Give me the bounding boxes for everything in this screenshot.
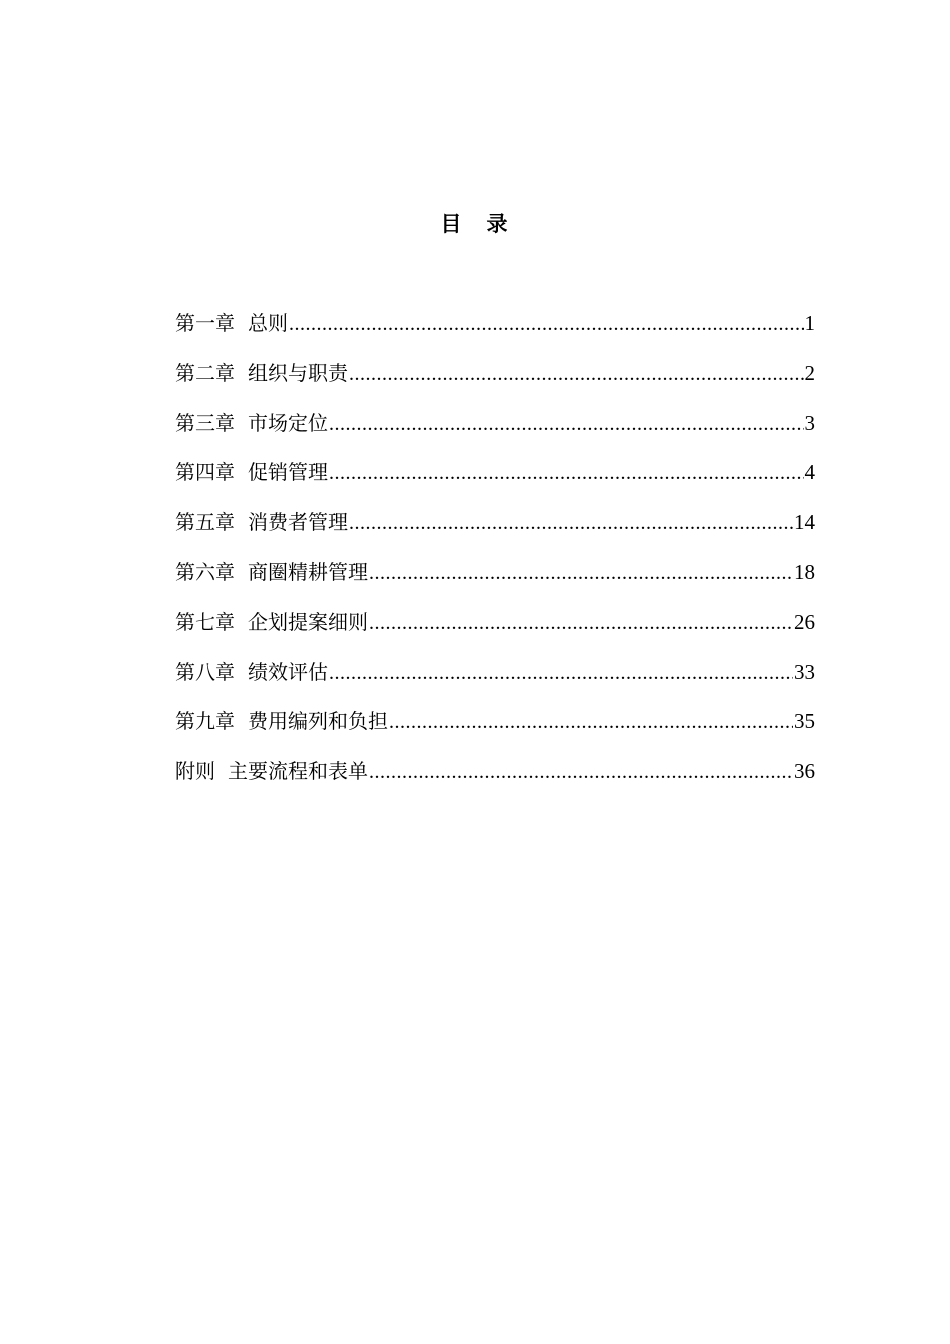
- toc-page-number: 3: [804, 410, 815, 435]
- toc-heading: 费用编列和负担: [248, 709, 388, 734]
- toc-page-number: 14: [794, 510, 815, 535]
- toc-entry[interactable]: [175, 455, 815, 505]
- toc-entry[interactable]: [175, 306, 815, 356]
- toc-chapter-label: 第四章: [175, 460, 235, 485]
- toc-chapter-label: 第二章: [175, 360, 235, 385]
- toc-entry[interactable]: [175, 555, 815, 605]
- toc-dot-leader: [329, 456, 804, 490]
- toc-heading: 企划提案细则: [248, 609, 368, 634]
- toc-chapter-label: 第六章: [175, 559, 235, 584]
- toc-title: 目 录: [440, 212, 510, 236]
- toc-entry[interactable]: [175, 605, 815, 655]
- toc-dot-leader: [369, 606, 793, 640]
- toc-heading: 组织与职责: [248, 360, 348, 385]
- toc-chapter-label: 第七章: [175, 609, 235, 634]
- toc-entry[interactable]: [175, 704, 815, 754]
- toc-chapter-label: 第三章: [175, 410, 235, 435]
- toc-chapter-label: 附则: [175, 759, 215, 784]
- toc-chapter-label: 第九章: [175, 709, 235, 734]
- toc-page-number: 35: [794, 709, 815, 734]
- toc-dot-leader: [329, 407, 804, 441]
- toc-dot-leader: [349, 506, 793, 540]
- toc-chapter-label: 第一章: [175, 311, 235, 335]
- toc-page-number: 18: [794, 559, 815, 584]
- toc-dot-leader: [289, 307, 804, 341]
- table-of-contents: [175, 306, 815, 804]
- toc-dot-leader: [389, 705, 793, 739]
- toc-page-number: 36: [794, 759, 815, 784]
- toc-entry[interactable]: [175, 505, 815, 555]
- toc-heading: 消费者管理: [248, 510, 348, 535]
- toc-heading: 市场定位: [248, 410, 328, 435]
- toc-entry[interactable]: [175, 754, 815, 804]
- toc-page-number: 2: [804, 360, 815, 385]
- toc-heading: 绩效评估: [248, 659, 328, 684]
- toc-dot-leader: [369, 556, 793, 590]
- toc-entry[interactable]: [175, 655, 815, 705]
- toc-heading: 商圈精耕管理: [248, 559, 368, 584]
- toc-page-number: 4: [804, 460, 815, 485]
- toc-heading: 总则: [248, 311, 288, 335]
- toc-chapter-label: 第八章: [175, 659, 235, 684]
- toc-heading: 促销管理: [248, 460, 328, 485]
- toc-heading: 主要流程和表单: [228, 759, 368, 784]
- toc-dot-leader: [369, 755, 793, 789]
- toc-page-number: 26: [794, 609, 815, 634]
- toc-chapter-label: 第五章: [175, 510, 235, 535]
- toc-entry[interactable]: [175, 406, 815, 456]
- toc-page-number: 1: [804, 311, 815, 335]
- toc-dot-leader: [349, 357, 804, 391]
- toc-entry[interactable]: [175, 356, 815, 406]
- toc-page-number: 33: [794, 659, 815, 684]
- toc-dot-leader: [329, 656, 793, 690]
